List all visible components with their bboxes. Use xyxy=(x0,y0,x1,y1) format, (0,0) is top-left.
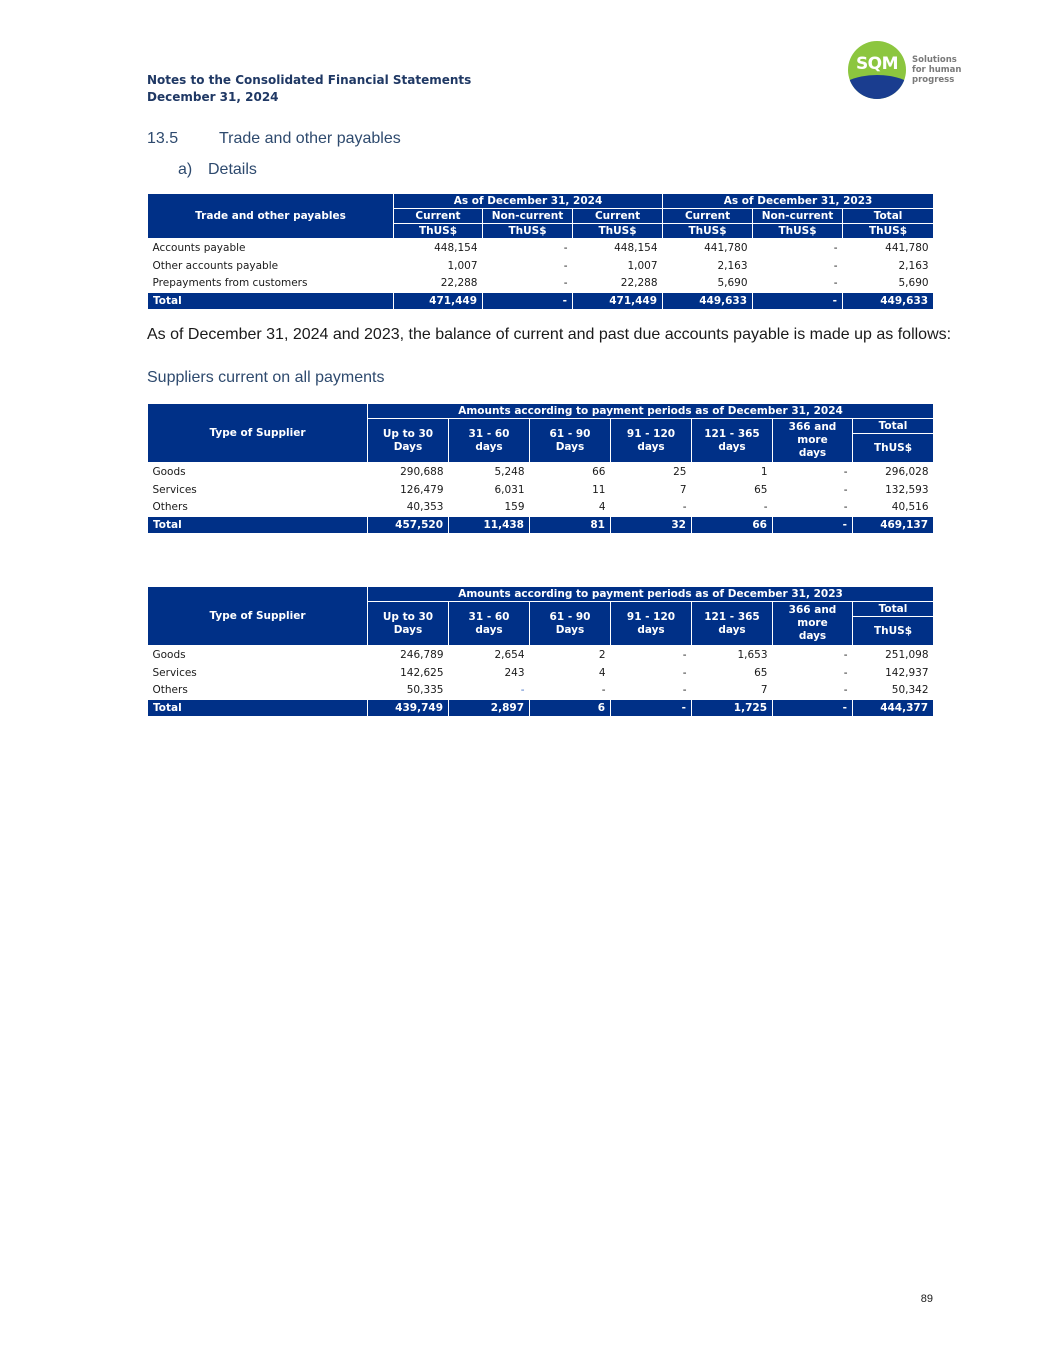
total-cell: 457,520 xyxy=(368,517,449,534)
table-row xyxy=(148,646,934,664)
cell: 5,248 xyxy=(494,465,525,478)
total-cell: - xyxy=(611,700,692,717)
cell: - xyxy=(843,501,848,514)
table3-col-header: 91 - 120 days xyxy=(611,602,692,646)
sqm-logo xyxy=(846,40,966,102)
cell: 5,690 xyxy=(717,277,748,290)
cell: 66 xyxy=(592,465,606,478)
table-row xyxy=(148,275,934,293)
table-row xyxy=(148,664,934,682)
cell: 441,780 xyxy=(704,241,748,254)
cell: - xyxy=(563,259,568,272)
table1-row-header: Trade and other payables xyxy=(148,194,394,239)
table2-col-header: 366 and more days xyxy=(773,419,853,463)
table-row xyxy=(148,463,934,481)
table-row xyxy=(148,499,934,517)
cell: 1,007 xyxy=(627,259,658,272)
total-cell: 32 xyxy=(611,517,692,534)
logo-mark: SQM xyxy=(855,54,899,74)
cell: - xyxy=(843,483,848,496)
cell: 142,937 xyxy=(885,666,929,679)
cell: 5,690 xyxy=(898,277,929,290)
cell: - xyxy=(763,501,768,514)
table1-group-2023: As of December 31, 2023 xyxy=(663,194,934,209)
cell: 448,154 xyxy=(614,241,658,254)
table-row xyxy=(148,239,934,257)
cell: 50,335 xyxy=(406,684,444,697)
table1-col-header: Non-current xyxy=(483,209,573,224)
row-label: Others xyxy=(152,501,188,514)
cell: 4 xyxy=(598,666,606,679)
table1-col-header: Current xyxy=(573,209,663,224)
cell: 50,342 xyxy=(891,684,929,697)
total-cell: 11,438 xyxy=(449,517,530,534)
cell: 65 xyxy=(754,666,768,679)
cell: 7 xyxy=(679,483,687,496)
cell: 142,625 xyxy=(400,666,444,679)
table1-unit: ThUS$ xyxy=(394,224,483,239)
total-row xyxy=(148,517,934,534)
total-label: Total xyxy=(148,700,368,717)
trade-payables-table xyxy=(147,193,934,310)
table2-total-unit: ThUS$ xyxy=(853,434,934,463)
table2-col-header: 31 - 60 days xyxy=(449,419,530,463)
table1-unit: ThUS$ xyxy=(573,224,663,239)
cell: 65 xyxy=(754,483,768,496)
total-cell: 6 xyxy=(530,700,611,717)
cell: - xyxy=(682,648,687,661)
page-number: 89 xyxy=(920,1293,933,1305)
table2-total-header: Total xyxy=(853,419,934,434)
body-paragraph: As of December 31, 2024 and 2023, the balance of current and past due accounts payable is made up as follows: xyxy=(147,326,952,343)
table2-col-header: 121 - 365 days xyxy=(692,419,773,463)
cell: 40,516 xyxy=(891,501,929,514)
total-cell: - xyxy=(773,517,853,534)
total-cell: - xyxy=(483,293,573,310)
total-cell: 444,377 xyxy=(853,700,934,717)
table2-group-header: Amounts according to payment periods as of December 31, 2024 xyxy=(368,404,934,419)
cell: 2,163 xyxy=(717,259,748,272)
cell: 126,479 xyxy=(400,483,444,496)
row-label: Other accounts payable xyxy=(152,259,279,272)
cell: 1 xyxy=(760,465,768,478)
total-cell: 439,749 xyxy=(368,700,449,717)
table2-col-header: 91 - 120 days xyxy=(611,419,692,463)
cell: 243 xyxy=(504,666,525,679)
cell: 159 xyxy=(504,501,525,514)
total-row xyxy=(148,293,934,310)
cell: 1,653 xyxy=(737,648,768,661)
table-row xyxy=(148,481,934,499)
document-header xyxy=(147,72,471,106)
table2-row-header: Type of Supplier xyxy=(148,404,368,463)
table1-col-header: Current xyxy=(663,209,753,224)
cell: - xyxy=(682,666,687,679)
table1-unit: ThUS$ xyxy=(483,224,573,239)
cell: 132,593 xyxy=(885,483,929,496)
total-cell: 1,725 xyxy=(692,700,773,717)
cell: - xyxy=(843,465,848,478)
table3-total-header: Total xyxy=(853,602,934,617)
cell: 2 xyxy=(598,648,606,661)
subsection-title xyxy=(178,161,257,179)
cell: - xyxy=(563,241,568,254)
subsection-number: a) xyxy=(178,161,193,178)
row-label: Prepayments from customers xyxy=(152,277,308,290)
table3-col-header: Up to 30 Days xyxy=(368,602,449,646)
table1-col-header: Total xyxy=(843,209,934,224)
cell: 251,098 xyxy=(885,648,929,661)
total-cell: 66 xyxy=(692,517,773,534)
total-cell: - xyxy=(753,293,843,310)
suppliers-2024-table xyxy=(147,403,934,534)
cell: - xyxy=(563,277,568,290)
cell: - xyxy=(520,684,525,697)
total-row xyxy=(148,700,934,717)
table-caption: Suppliers current on all payments xyxy=(147,369,385,386)
table3-col-header: 121 - 365 days xyxy=(692,602,773,646)
total-cell: 449,633 xyxy=(843,293,934,310)
total-label: Total xyxy=(148,293,394,310)
table3-col-header: 366 and more days xyxy=(773,602,853,646)
table-row xyxy=(148,257,934,275)
suppliers-2023-table xyxy=(147,586,934,717)
logo-tagline-line-2: for human xyxy=(912,65,962,75)
cell: 2,654 xyxy=(494,648,525,661)
cell: 25 xyxy=(673,465,687,478)
subsection-heading: Details xyxy=(208,161,257,178)
table3-row-header: Type of Supplier xyxy=(148,587,368,646)
total-cell: - xyxy=(773,700,853,717)
table1-col-header: Non-current xyxy=(753,209,843,224)
total-cell: 469,137 xyxy=(853,517,934,534)
total-cell: 471,449 xyxy=(394,293,483,310)
cell: - xyxy=(682,501,687,514)
cell: 296,028 xyxy=(885,465,929,478)
cell: - xyxy=(833,259,838,272)
row-label: Others xyxy=(152,684,188,697)
cell: 448,154 xyxy=(434,241,478,254)
table-row xyxy=(148,682,934,700)
header-line-1: Notes to the Consolidated Financial Statements xyxy=(147,73,472,87)
row-label: Accounts payable xyxy=(152,241,246,254)
section-title xyxy=(147,130,401,148)
cell: 4 xyxy=(598,501,606,514)
cell: 22,288 xyxy=(620,277,658,290)
total-cell: 2,897 xyxy=(449,700,530,717)
logo-swoosh-icon xyxy=(848,75,906,99)
logo-tagline-line-1: Solutions xyxy=(912,55,957,65)
cell: 6,031 xyxy=(494,483,525,496)
total-label: Total xyxy=(148,517,368,534)
row-label: Goods xyxy=(152,465,186,478)
cell: 441,780 xyxy=(885,241,929,254)
table3-total-unit: ThUS$ xyxy=(853,617,934,646)
cell: 2,163 xyxy=(898,259,929,272)
table2-col-header: Up to 30 Days xyxy=(368,419,449,463)
row-label: Services xyxy=(152,483,197,496)
row-label: Goods xyxy=(152,648,186,661)
cell: 22,288 xyxy=(440,277,478,290)
cell: 246,789 xyxy=(400,648,444,661)
table1-group-2024: As of December 31, 2024 xyxy=(394,194,663,209)
cell: - xyxy=(833,277,838,290)
cell: - xyxy=(843,666,848,679)
cell: - xyxy=(682,684,687,697)
table1-unit: ThUS$ xyxy=(843,224,934,239)
cell: - xyxy=(601,684,606,697)
cell: 7 xyxy=(760,684,768,697)
cell: - xyxy=(843,684,848,697)
row-label: Services xyxy=(152,666,197,679)
cell: 11 xyxy=(592,483,606,496)
section-heading: Trade and other payables xyxy=(219,130,401,147)
logo-tagline-line-3: progress xyxy=(912,75,955,85)
header-line-2: December 31, 2024 xyxy=(147,90,279,104)
cell: - xyxy=(833,241,838,254)
total-cell: 81 xyxy=(530,517,611,534)
cell: - xyxy=(843,648,848,661)
table1-unit: ThUS$ xyxy=(753,224,843,239)
table3-group-header: Amounts according to payment periods as of December 31, 2023 xyxy=(368,587,934,602)
table2-col-header: 61 - 90 Days xyxy=(530,419,611,463)
logo-tagline xyxy=(912,55,961,85)
table1-col-header: Current xyxy=(394,209,483,224)
table3-col-header: 61 - 90 Days xyxy=(530,602,611,646)
section-number: 13.5 xyxy=(147,130,179,147)
cell: 40,353 xyxy=(406,501,444,514)
total-cell: 471,449 xyxy=(573,293,663,310)
cell: 290,688 xyxy=(400,465,444,478)
table1-unit: ThUS$ xyxy=(663,224,753,239)
total-cell: 449,633 xyxy=(663,293,753,310)
table3-col-header: 31 - 60 days xyxy=(449,602,530,646)
cell: 1,007 xyxy=(447,259,478,272)
